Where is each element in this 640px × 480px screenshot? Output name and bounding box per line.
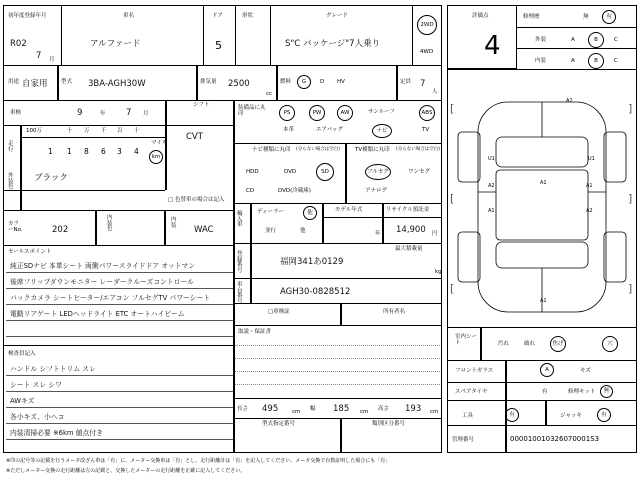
use-label: 用途	[8, 79, 20, 85]
footer-note: ※印の記号等の記載を行うメータ改ざん車は「有」に、メーター交換車は「有」とし、走行距離計は「有」を記入してください。メータ交換で台数証明した場合にも「有」	[6, 458, 391, 464]
first-reg-era: R02	[10, 39, 27, 49]
interior-label: 内装	[171, 217, 177, 229]
color-no-value: 202	[52, 225, 69, 235]
model-type-value: 3BA-AGH30W	[88, 79, 146, 89]
repair-some-circle: 有	[602, 10, 616, 24]
damage-mark: A2	[586, 208, 593, 214]
car-damage-diagram	[448, 92, 636, 322]
mileage-digit: 1	[67, 147, 72, 156]
grade-value: S"C パッケージ"7人乗り	[285, 39, 381, 49]
seat-label: 室内シート	[455, 334, 478, 346]
repaint-note: □ 色替車の場合は記入	[168, 197, 225, 203]
width-value: 185	[333, 404, 350, 414]
capacity-unit: 人	[432, 89, 438, 95]
damage-mark: A1	[540, 180, 547, 186]
svg-text:[: [	[450, 192, 455, 205]
first-reg-label: 初年度登録年月	[8, 13, 47, 19]
mileage-digit: 6	[101, 147, 106, 156]
exterior-grade-circle: B	[588, 32, 604, 48]
svg-text:]: ]	[628, 192, 633, 205]
spec-sheet-frame	[3, 5, 442, 453]
interior-value: WAC	[194, 225, 214, 235]
inspector-note: シート スレ シワ	[10, 381, 62, 389]
sales-points-label: セールスポイント	[8, 249, 52, 255]
mileage-digit: 3	[117, 147, 122, 156]
svg-text:[: [	[450, 102, 455, 115]
mileage-digit: 1	[48, 147, 53, 156]
first-reg-month: 7	[36, 51, 42, 61]
mileage-alt-unit: マイル	[151, 140, 168, 146]
displacement-label: 排気量	[200, 79, 217, 85]
shift-label: シフト	[193, 102, 210, 108]
management-number: 000010010326070001S3	[510, 435, 600, 443]
length-value: 495	[262, 404, 279, 414]
tv-label: TV種類に丸印	[355, 147, 390, 153]
svg-text:]: ]	[628, 282, 633, 295]
seat-scorch-circle: 焦げ	[550, 336, 566, 352]
import-label: 輸入車	[237, 211, 243, 228]
seat-hole-circle: 穴	[602, 336, 618, 352]
grade-score-value: 4	[484, 31, 501, 61]
displacement-value: 2500	[228, 79, 250, 89]
equipment-label: 装備品に丸印	[238, 105, 266, 117]
drive-4wd: 4WD	[420, 49, 434, 55]
inspector-notes-label: 検査員記入	[8, 351, 36, 357]
shift-value: CVT	[186, 132, 203, 142]
damage-mark: A1	[488, 208, 495, 214]
inspector-note: 各小キズ、小ヘコ	[10, 413, 65, 421]
color-label: 外装色	[8, 173, 14, 190]
interior-color-label: 内装色	[107, 215, 113, 232]
registration-label: 登録番号	[237, 251, 243, 274]
inspection-year-unit: 年	[100, 111, 106, 117]
capacity-label: 定員	[400, 79, 412, 85]
model-type-label: 型式	[61, 79, 73, 85]
sales-point-line: バックカメラ シートヒーター/エアコン フルセグTV パワーシート	[10, 294, 211, 302]
mileage-digit: 8	[84, 147, 89, 156]
fuel-g-circle: G	[297, 75, 311, 89]
registration-value: 福岡341あ0129	[280, 257, 344, 267]
sales-point-line: 後席フリップダウンモニター レーダークルーズコントロール	[10, 278, 194, 286]
height-value: 193	[405, 404, 422, 414]
mileage-km-circle: km	[149, 150, 163, 164]
jack-circle: 有	[597, 408, 611, 422]
fuel-d: D	[320, 79, 325, 85]
use-value: 自家用	[22, 79, 48, 89]
svg-text:[: [	[450, 282, 455, 295]
recycle-value: 14,900	[396, 225, 426, 235]
navi-label: ナビ種類に丸印	[252, 147, 291, 153]
chassis-label: 車台番号	[237, 282, 243, 305]
inspection-month-unit: 月	[143, 111, 149, 117]
shape-label: 形状	[242, 13, 254, 19]
inspection-year: 9	[77, 108, 83, 118]
vehicle-name-value: アルファード	[90, 39, 141, 49]
damage-mark: A1	[540, 298, 547, 304]
capacity-value: 7	[420, 79, 426, 89]
damage-mark: A2	[566, 98, 573, 104]
displacement-unit: cc	[266, 91, 273, 97]
fuel-label: 燃料	[280, 79, 292, 85]
mileage-digit: 4	[134, 147, 139, 156]
damage-mark: U1	[488, 156, 495, 162]
damage-mark: A1	[586, 183, 593, 189]
inspector-note: ハンドル シフトトリム スレ	[10, 365, 96, 373]
doors-value: 5	[215, 39, 222, 52]
month-unit: 月	[49, 57, 55, 63]
inspection-month: 7	[126, 108, 132, 118]
inspection-label: 車検	[10, 110, 22, 116]
sales-point-line: 純正SDナビ 本革シート 両側パワースライドドア オットマン	[10, 262, 195, 270]
dealer-other-circle: 他	[303, 206, 317, 220]
chassis-value: AGH30-0828512	[280, 287, 351, 297]
fuel-hv: HV	[337, 79, 345, 85]
grade-score-label: 評価点	[472, 13, 489, 19]
doors-label: ドア	[212, 13, 223, 19]
mileage-label: 走行	[8, 141, 14, 153]
drive-2wd-circle: 2WD	[417, 15, 437, 35]
vehicle-name-label: 車名	[123, 13, 135, 19]
spare-none-circle: 無	[600, 385, 613, 398]
interior-grade-circle: B	[588, 53, 604, 69]
damage-mark: A2	[488, 183, 495, 189]
footer-note: ※ただしメーター交換の走行距離は左の記載と、交換したメーターの走行距離を正確に記入してください。	[6, 468, 246, 474]
windshield-a-circle: A	[540, 363, 554, 377]
sales-point-line: 電動リアゲート LEDヘッドライト ETC オートハイビーム	[10, 310, 185, 318]
damage-mark: U1	[588, 156, 595, 162]
grade-label: グレード	[326, 13, 349, 19]
color-no-label: カラーNo.	[8, 221, 23, 233]
inspector-note: AWキズ	[10, 397, 35, 405]
tools-circle: 有	[505, 408, 519, 422]
svg-text:]: ]	[628, 102, 633, 115]
color-value: ブラック	[34, 173, 68, 183]
inspector-note: 内装清掃必要 ※6km 値点付き	[10, 429, 103, 437]
